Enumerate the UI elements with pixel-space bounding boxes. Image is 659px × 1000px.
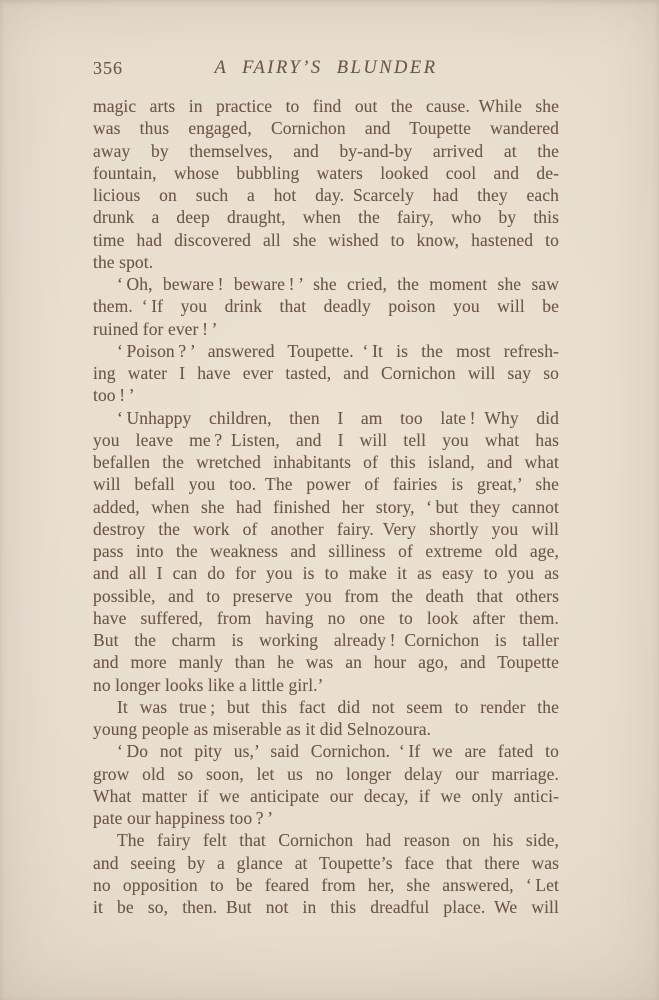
- text-line: drunk a deep draught, when the fairy, who by this: [93, 207, 559, 228]
- text-line: was thus engaged, Cornichon and Toupette wandered: [93, 118, 559, 139]
- text-line: The fairy felt that Cornichon had reason on his side,: [117, 830, 559, 851]
- text-line: ‘ Poison ? ’ answered Toupette. ‘ It is the most refresh-: [117, 340, 559, 361]
- text-line: ‘ Unhappy children, then I am too late ! Why did: [117, 407, 559, 428]
- text-line: added, when she had finished her story, ‘ but they cannot: [93, 496, 559, 517]
- text-line: licious on such a hot day. Scarcely had they each: [93, 185, 559, 205]
- text-line: What matter if we anticipate our decay, if we only antici-: [93, 785, 559, 806]
- text-line: destroy the work of another fairy. Very shortly you will: [93, 518, 559, 539]
- text-line: it be so, then. But not in this dreadful place. We will: [93, 897, 559, 917]
- text-line: pate our happiness too ? ’: [93, 808, 274, 828]
- running-head: [93, 58, 559, 82]
- text-line: too ! ’: [93, 385, 135, 406]
- text-line: But the charm is working already ! Cornichon is taller: [93, 630, 559, 650]
- text-line: away by themselves, and by-and-by arrived at the: [93, 140, 559, 161]
- text-line: and seeing by a glance at Toupette’s face that there was: [93, 852, 559, 873]
- text-line: will befall you too. The power of fairies is great,’ she: [93, 474, 559, 495]
- text-line: time had discovered all she wished to know, hastened to: [93, 229, 559, 250]
- page-number: 356: [93, 58, 123, 78]
- text-line: ‘ Oh, beware ! beware ! ’ she cried, the moment she saw: [117, 274, 559, 294]
- text-line: It was true ; but this fact did not seem to render the: [117, 696, 559, 717]
- text-line: and all I can do for you is to make it as easy to you as: [93, 563, 559, 584]
- text-line: ruined for ever ! ’: [93, 318, 218, 339]
- text-line: them. ‘ If you drink that deadly poison you will be: [93, 296, 559, 317]
- text-line: pass into the weakness and silliness of extreme old age,: [93, 541, 559, 561]
- text-line: ‘ Do not pity us,’ said Cornichon. ‘ If we are fated to: [117, 741, 559, 762]
- text-line: no longer looks like a little girl.’: [93, 674, 324, 695]
- text-line: ing water I have ever tasted, and Cornichon will say so: [93, 363, 559, 383]
- text-line: and more manly than he was an hour ago, and Toupette: [93, 652, 559, 673]
- text-line: fountain, whose bubbling waters looked cool and de-: [93, 162, 559, 183]
- text-line: befallen the wretched inhabitants of this island, and what: [93, 452, 559, 472]
- text-line: have suffered, from having no one to look after them.: [93, 607, 559, 628]
- running-title: A FAIRY’S BLUNDER: [214, 58, 438, 78]
- text-line: magic arts in practice to find out the cause. While she: [93, 96, 559, 116]
- text-line: the spot.: [93, 251, 154, 272]
- text-line: possible, and to preserve you from the death that others: [93, 585, 559, 606]
- text-block: [93, 95, 559, 918]
- text-line: you leave me ? Listen, and I will tell you what has: [93, 429, 559, 450]
- text-line: grow old so soon, let us no longer delay our marriage.: [93, 763, 559, 784]
- text-line: young people as miserable as it did Selnozoura.: [93, 719, 432, 739]
- text-line: no opposition to be feared from her, she answered, ‘ Let: [93, 874, 559, 895]
